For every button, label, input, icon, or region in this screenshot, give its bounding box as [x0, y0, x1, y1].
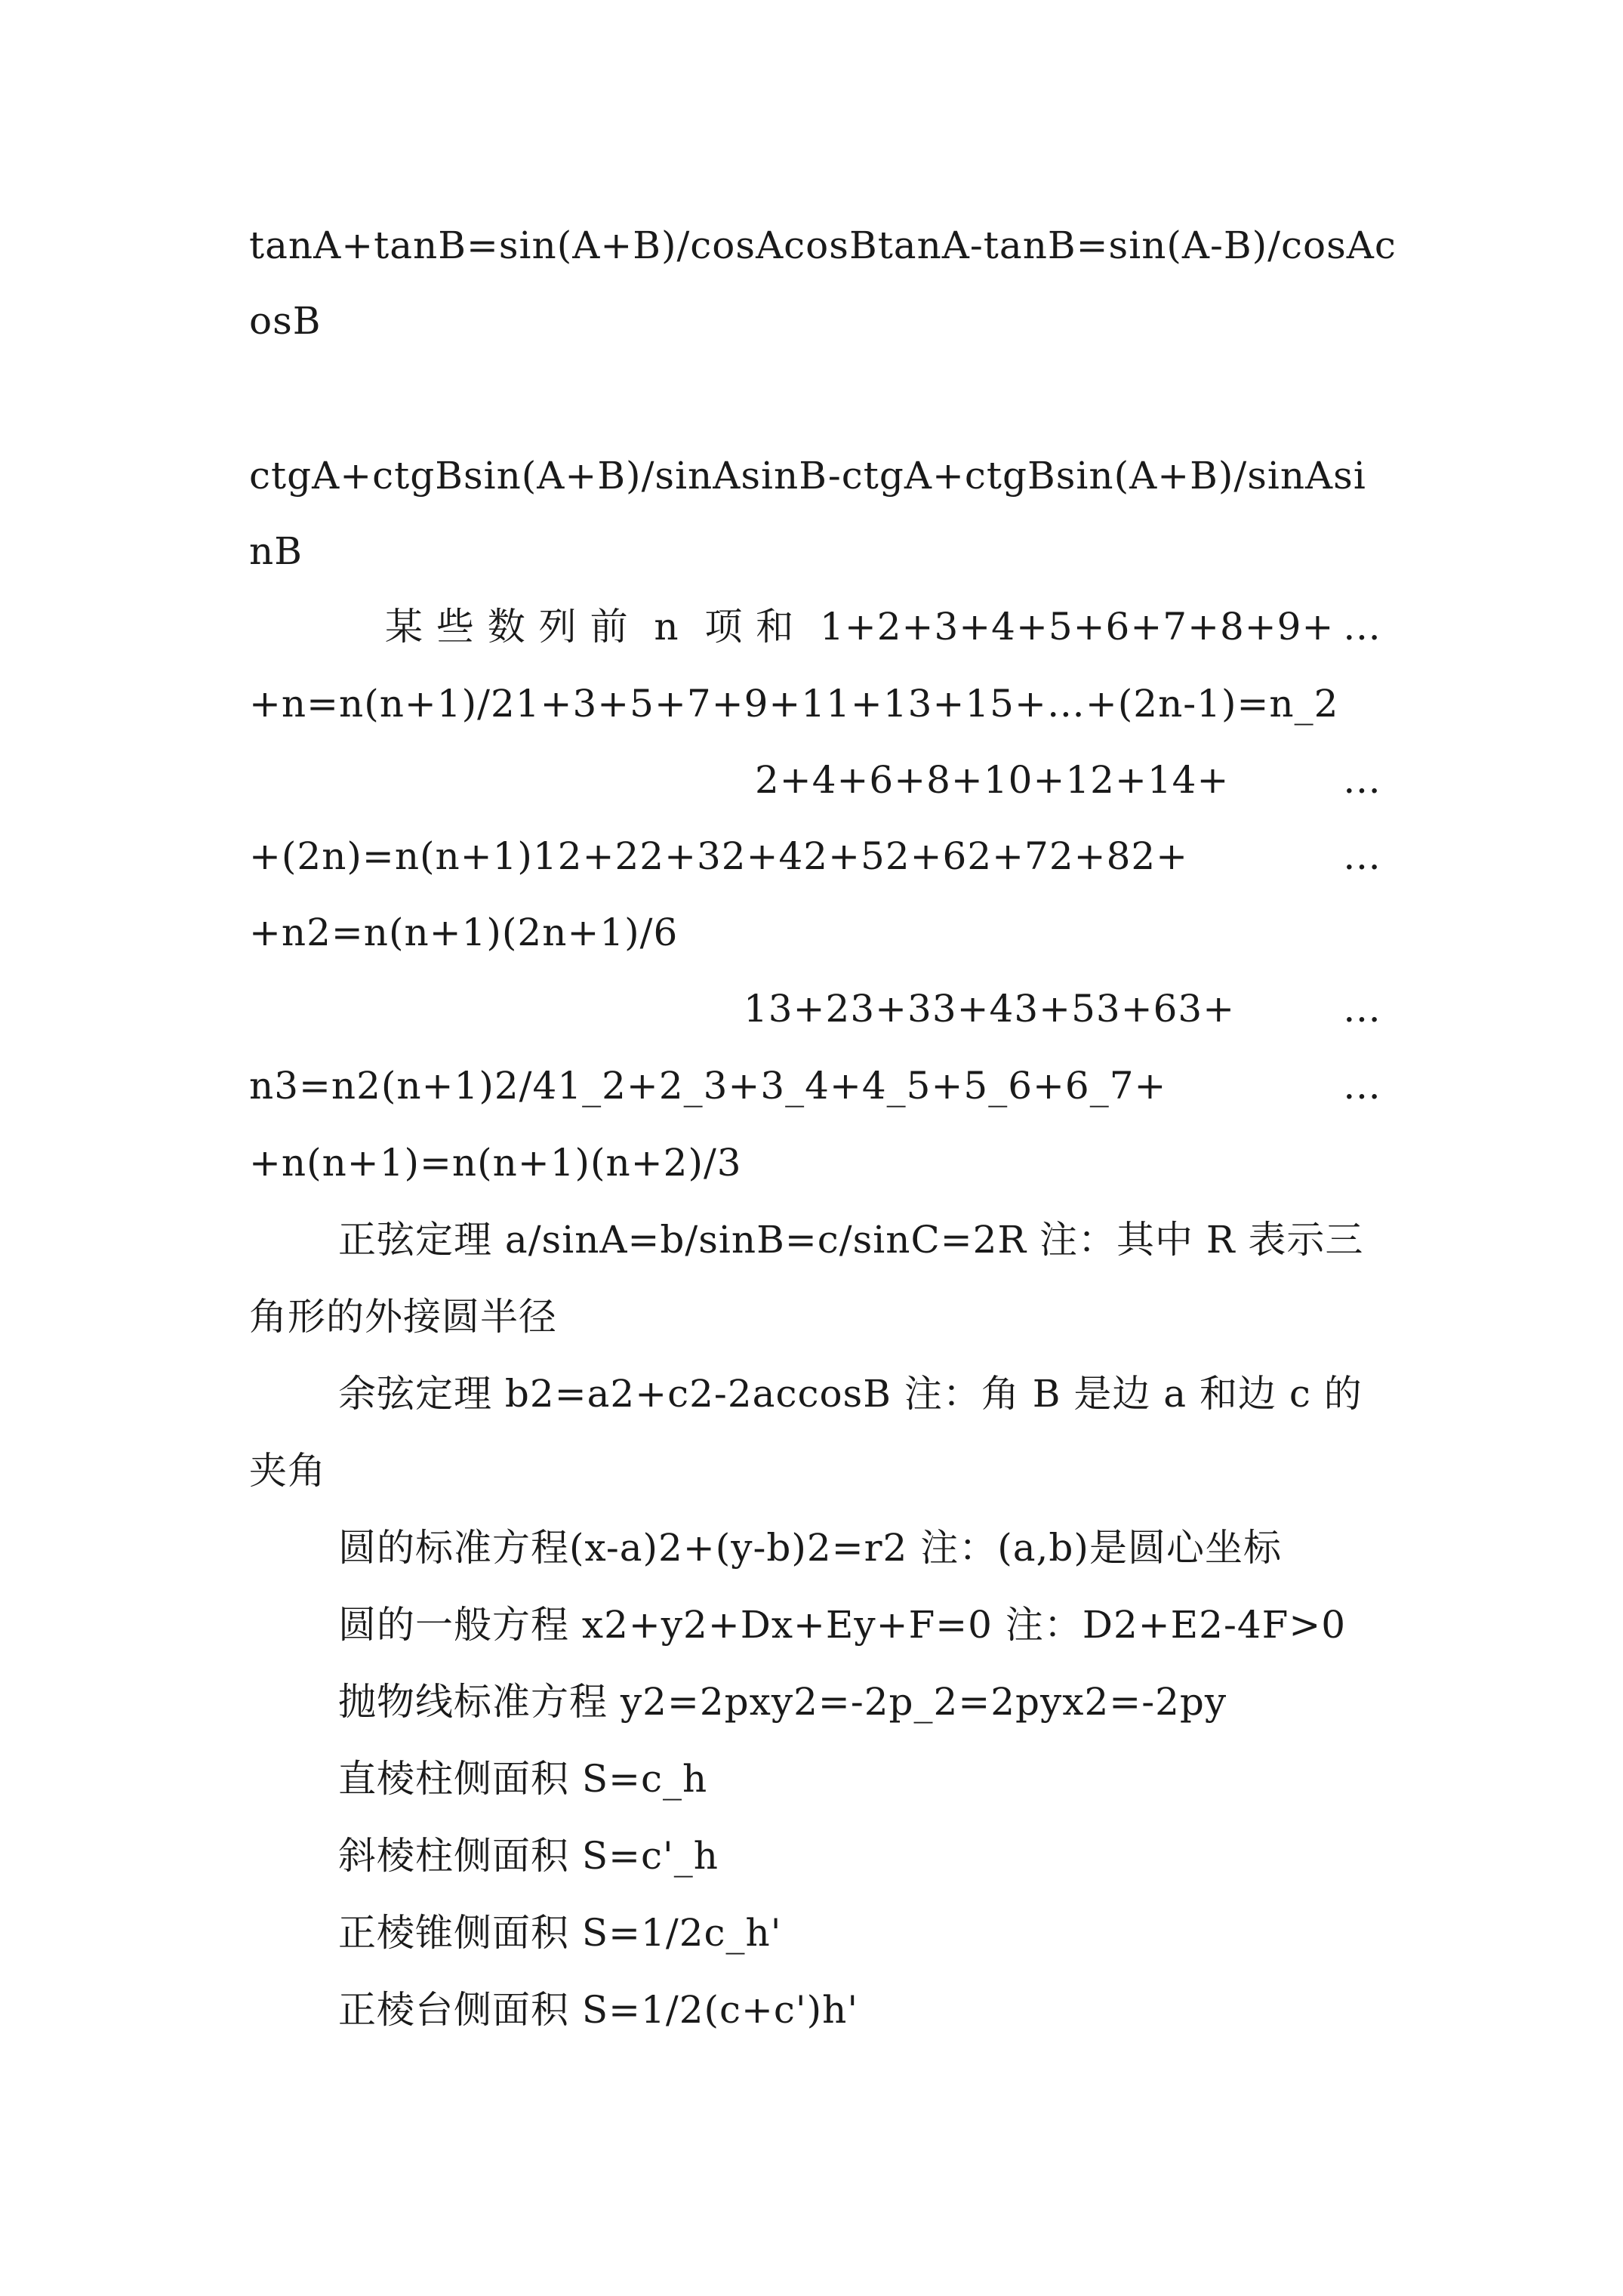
text-line-series-products: [249, 1063, 1381, 1108]
text-line-circle-standard: 圆的标准方程(x-a)2+(y-b)2=r2 注：(a,b)是圆心坐标: [338, 1526, 1282, 1570]
series-cubes-text: 13+23+33+43+53+63+: [744, 987, 1236, 1031]
text-line-series-even: [249, 757, 1381, 803]
series-heading-text: 某 些 数 列 前 n 项 和 1+2+3+4+5+6+7+8+9+: [385, 605, 1335, 649]
text-line-series-squares-result: +n2=n(n+1)(2n+1)/6: [249, 911, 679, 954]
series-products-text: n3=n2(n+1)2/41_2+2_3+3_4+4_5+5_6+6_7+: [249, 1064, 1167, 1108]
text-line-circle-general: 圆的一般方程 x2+y2+Dx+Ey+F=0 注：D2+E2-4F>0: [338, 1603, 1347, 1647]
text-line-series-odd: +n=n(n+1)/21+3+5+7+9+11+13+15+…+(2n-1)=n_2: [249, 682, 1339, 726]
text-line-series-heading: [249, 604, 1381, 649]
text-line-series-products-result: +n(n+1)=n(n+1)(n+2)/3: [249, 1141, 742, 1185]
text-line-sine-law-cont: 角形的外接圆半径: [249, 1295, 557, 1339]
text-line-tan-sum-cont: osB: [249, 299, 322, 343]
text-line-parabola: 抛物线标准方程 y2=2pxy2=-2p_2=2pyx2=-2py: [338, 1680, 1227, 1724]
series-squares-text: +(2n)=n(n+1)12+22+32+42+52+62+72+82+: [249, 834, 1189, 878]
text-line-tan-sum: tanA+tanB=sin(A+B)/cosAcosBtanA-tanB=sin(A-B)/cosAc: [249, 223, 1397, 267]
text-line-series-cubes: [249, 986, 1381, 1031]
ellipsis: …: [1343, 987, 1381, 1031]
text-line-series-squares: [249, 834, 1381, 879]
text-line-cosine-law-cont: 夹角: [249, 1449, 326, 1493]
text-line-frustum: 正棱台侧面积 S=1/2(c+c')h': [338, 1988, 859, 2032]
series-even-text: 2+4+6+8+10+12+14+: [755, 758, 1230, 802]
ellipsis: …: [1343, 834, 1381, 878]
text-line-cosine-law: 余弦定理 b2=a2+c2-2accosB 注：角 B 是边 a 和边 c 的: [338, 1372, 1363, 1416]
ellipsis: …: [1343, 1064, 1381, 1108]
text-line-sine-law: 正弦定理 a/sinA=b/sinB=c/sinC=2R 注：其中 R 表示三: [338, 1218, 1364, 1262]
text-line-oblique-prism: 斜棱柱侧面积 S=c'_h: [338, 1834, 719, 1878]
ellipsis: …: [1343, 758, 1381, 802]
ellipsis: …: [1343, 605, 1381, 649]
text-line-right-prism: 直棱柱侧面积 S=c_h: [338, 1757, 708, 1801]
text-line-ctg-sum-cont: nB: [249, 529, 303, 573]
text-line-regular-pyramid: 正棱锥侧面积 S=1/2c_h': [338, 1911, 782, 1955]
text-line-ctg-sum: ctgA+ctgBsin(A+B)/sinAsinB-ctgA+ctgBsin(A+B)/sinAsi: [249, 454, 1366, 498]
